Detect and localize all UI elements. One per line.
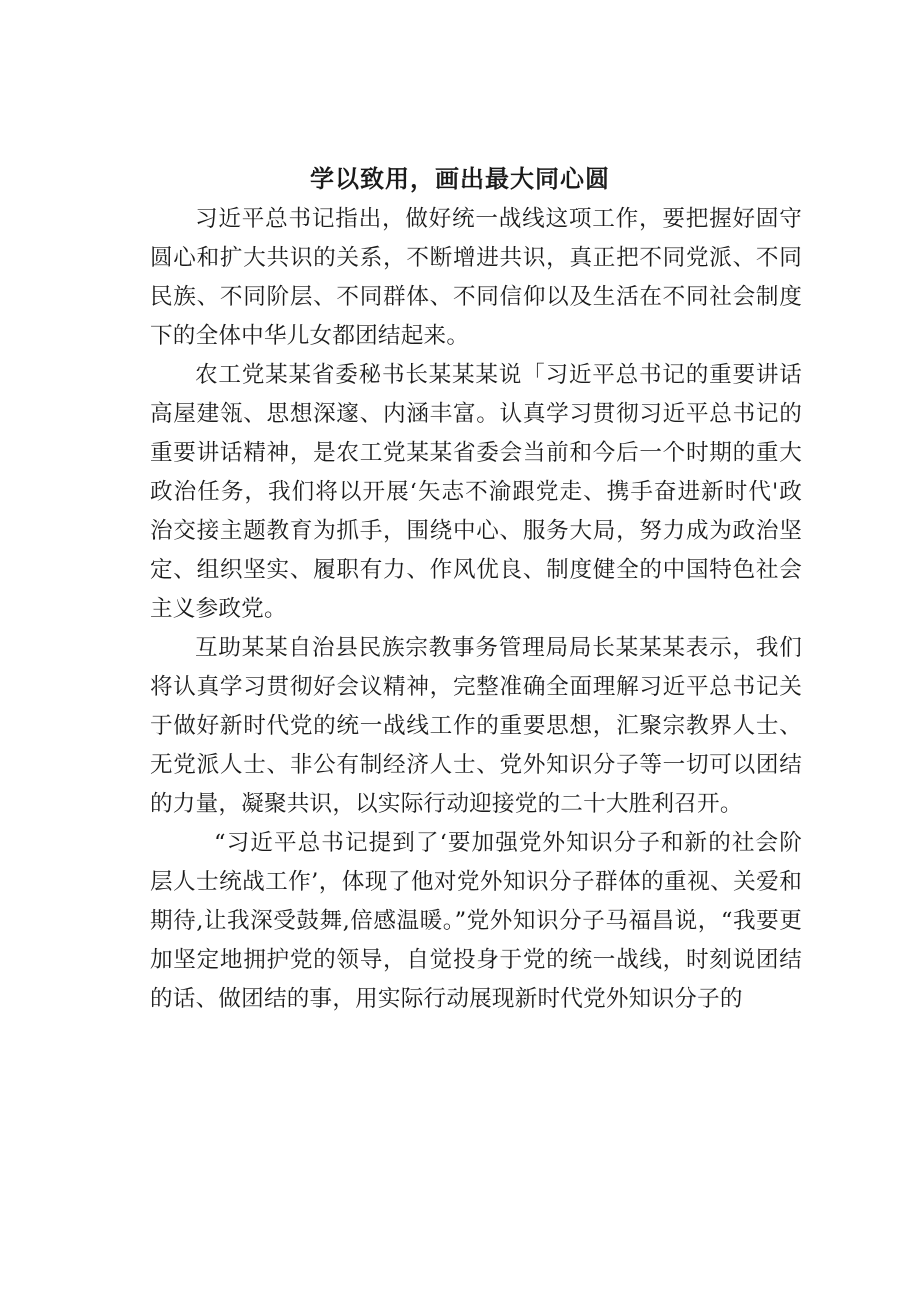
paragraph-1: 习近平总书记指出，做好统一战线这项工作，要把握好固守圆心和扩大共识的关系，不断增进共识，真正把不同党派、不同民族、不同阶层、不同群体、不同信仰以及生活在不同社会制度下的全体中华儿女都团结起来。 [150,206,802,349]
document-body [150,200,802,1019]
paragraph-2: 农工党某某省委秘书长某某某说「习近平总书记的重要讲话高屋建瓴、思想深邃、内涵丰富。认真学习贯彻习近平总书记的重要讲话精神，是农工党某某省委会当前和今后一个时期的重大政治任务，我们将以开展‘矢志不渝跟党走、携手奋进新时代'政治交接主题教育为抓手，围绕中心、服务大局，努力成为政治坚定、组织坚实、履职有力、作风优良、制度健全的中国特色社会主义参政党。 [150,362,802,622]
paragraph-3: 互助某某自治县民族宗教事务管理局局长某某某表示，我们将认真学习贯彻好会议精神，完整准确全面理解习近平总书记关于做好新时代党的统一战线工作的重要思想，汇聚宗教界人士、无党派人士、非公有制经济人士、党外知识分子等一切可以团结的力量，凝聚共识，以实际行动迎接党的二十大胜利召开。 [150,635,802,817]
paragraph-4: “习近平总书记提到了‘要加强党外知识分子和新的社会阶层人士统战工作’，体现了他对党外知识分子群体的重视、关爱和期待,让我深受鼓舞,倍感温暖。”党外知识分子马福昌说，“我要更加坚定地拥护党的领导，自觉投身于党的统一战线，时刻说团结的话、做团结的事，用实际行动展现新时代党外知识分子的 [150,830,802,1012]
document-title: 学以致用，画出最大同心圆 [310,165,610,193]
